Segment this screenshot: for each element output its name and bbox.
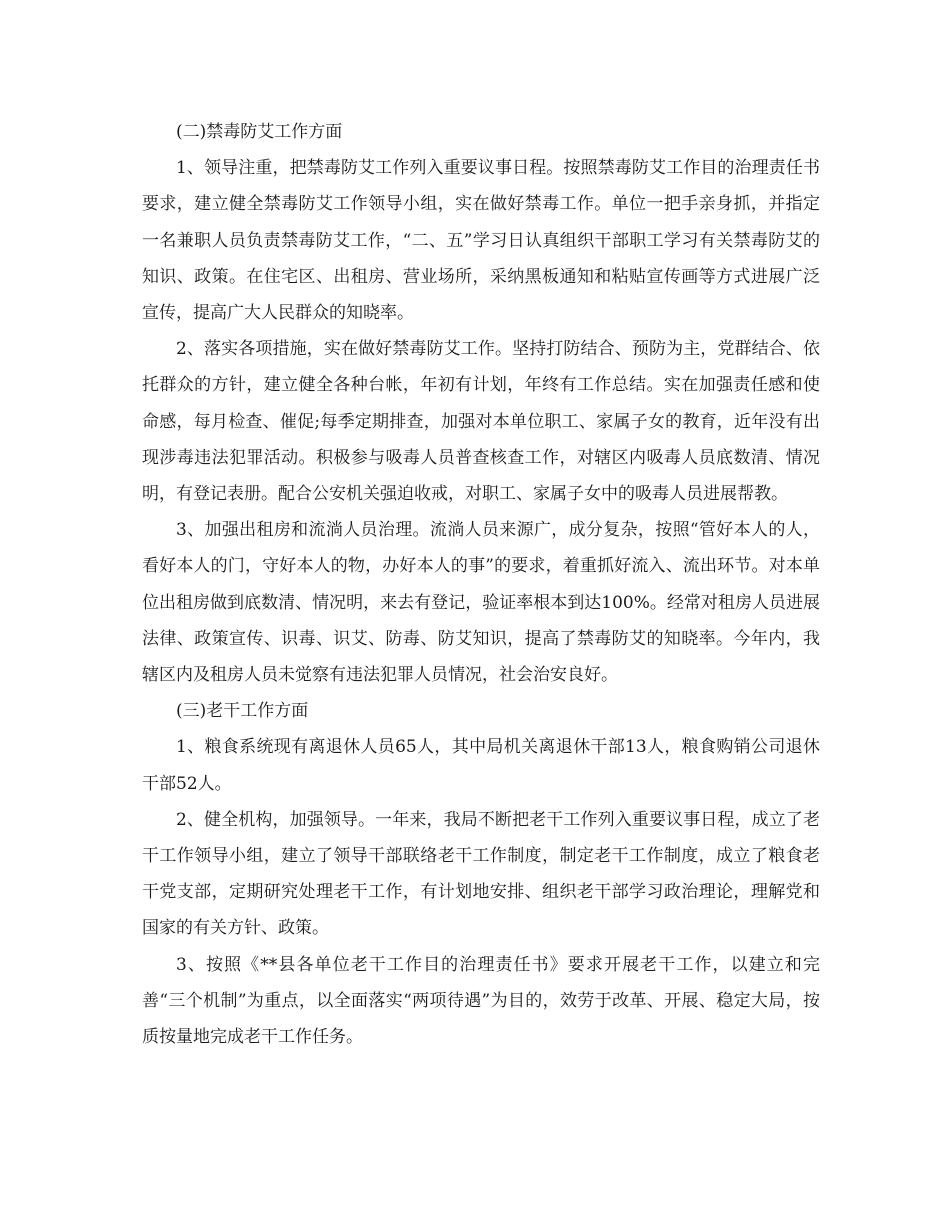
paragraph-drug-aids-1: 1、领导注重，把禁毒防艾工作列入重要议事日程。按照禁毒防艾工作目的治理责任书要求，建立健全禁毒防艾工作领导小组，实在做好禁毒工作。单位一把手亲身抓，并指定一名兼职人员负责禁毒防艾工作，“二、五”学习日认真组织干部职工学习有关禁毒防艾的知识、政策。在住宅区、出租房、营业场所，采纳黑板通知和粘贴宣传画等方式进展广泛宣传，提高广大人民群众的知晓率。 <box>142 158 820 324</box>
paragraph-retired-cadres-3: 3、按照《**县各单位老干工作目的治理责任书》要求开展老干工作，以建立和完善“三个机制”为重点，以全面落实“两项待遇”为目的，效劳于改革、开展、稳定大局，按质按量地完成老干工作任务。 <box>142 954 820 1048</box>
section-heading-retired-cadres: (三)老干工作方面 <box>176 701 309 722</box>
paragraph-retired-cadres-1: 1、粮食系统现有离退休人员65人，其中局机关离退休干部13人，粮食购销公司退休干部52人。 <box>142 737 820 794</box>
document-body <box>142 114 820 1055</box>
paragraph-drug-aids-3: 3、加强出租房和流淌人员治理。流淌人员来源广，成分复杂，按照“管好本人的人，看好本人的门，守好本人的物，办好本人的事”的要求，着重抓好流入、流出环节。对本单位出租房做到底数清、情况明，来去有登记，验证率根本到达100%。经常对租房人员进展法律、政策宣传、识毒、识艾、防毒、防艾知识，提高了禁毒防艾的知晓率。今年内，我辖区内及租房人员未觉察有违法犯罪人员情况，社会治安良好。 <box>142 520 820 686</box>
paragraph-drug-aids-2: 2、落实各项措施，实在做好禁毒防艾工作。坚持打防结合、预防为主，党群结合、依托群众的方针，建立健全各种台帐，年初有计划，年终有工作总结。实在加强责任感和使命感，每月检查、催促;每季定期排查，加强对本单位职工、家属子女的教育，近年没有出现涉毒违法犯罪活动。积极参与吸毒人员普查核查工作，对辖区内吸毒人员底数清、情况明，有登记表册。配合公安机关强迫收戒，对职工、家属子女中的吸毒人员进展帮教。 <box>142 339 820 505</box>
paragraph-retired-cadres-2: 2、健全机构，加强领导。一年来，我局不断把老干工作列入重要议事日程，成立了老干工作领导小组，建立了领导干部联络老干工作制度，制定老干工作制度，成立了粮食老干党支部，定期研究处理老干工作，有计划地安排、组织老干部学习政治理论，理解党和国家的有关方针、政策。 <box>142 809 820 939</box>
section-heading-drug-aids: (二)禁毒防艾工作方面 <box>176 122 343 142</box>
